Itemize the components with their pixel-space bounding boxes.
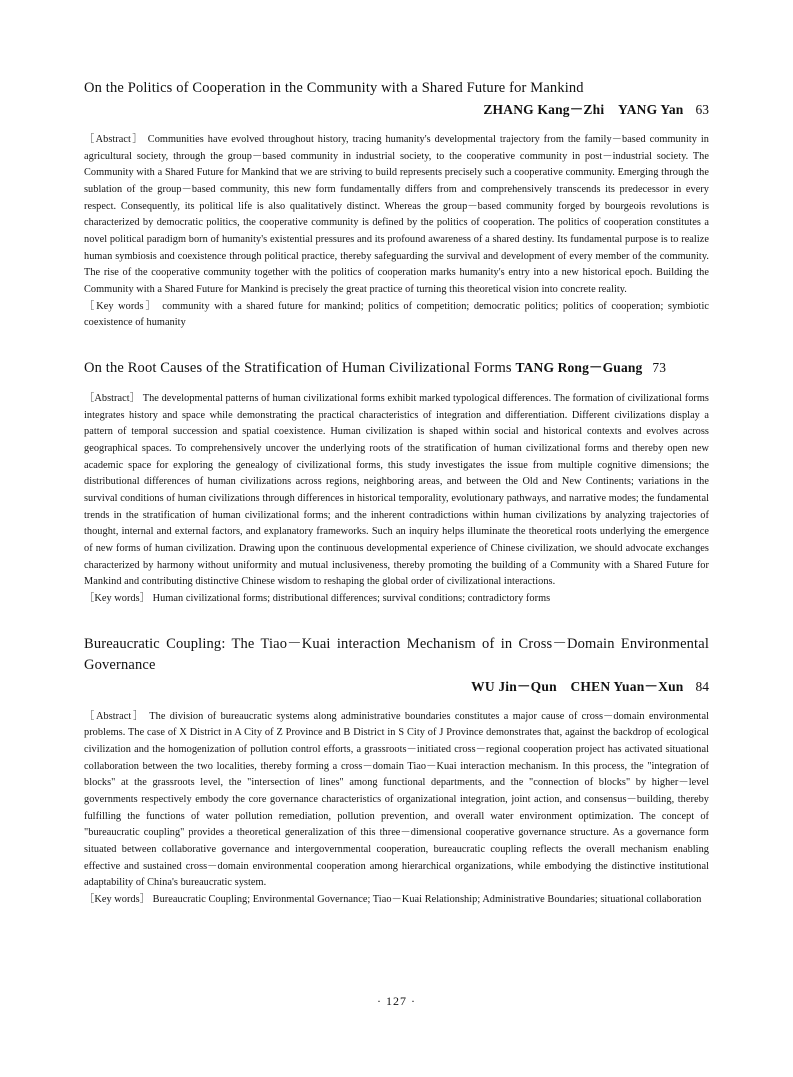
entry-author-line	[84, 101, 709, 120]
entry-abstract	[84, 709, 709, 909]
entry-title-text: On the Politics of Cooperation in the Community with a Shared Future for Mankind	[84, 80, 584, 96]
entry-keywords: ［Key words］ Bureaucratic Coupling; Environmental Governance; Tiao－Kuai Relationship; Administrative Boundaries; situational collaboration	[84, 894, 702, 906]
entry-author-line	[84, 678, 709, 697]
abstract-entry-2	[84, 358, 709, 608]
entry-page-number: 73	[652, 359, 667, 375]
entry-authors: ZHANG Kang－Zhi YANG Yan	[483, 102, 684, 118]
entry-title	[84, 634, 709, 676]
entry-keywords: ［Key words］ Human civilizational forms; distributional differences; survival conditions; contradictory forms	[84, 593, 551, 605]
abstract-entry-3	[84, 634, 709, 909]
entry-authors: TANG Rong－Guang	[515, 359, 643, 375]
entry-abstract	[84, 391, 709, 608]
entry-title	[84, 358, 709, 379]
entry-abstract	[84, 132, 709, 332]
entry-abstract-text: ［Abstract］ The developmental patterns of human civilizational forms exhibit marked typological differences. The formation of civilizational forms integrates history and space while demonstrating the practical characteristics of integration and differentiation. Different civilizations display a pattern of temporal succession and spatial coexistence. Human civilization is shaped within social and historical contexts and evolves across geographical spaces. To comprehensively uncover the underlying roots of the stratification of human civilizational forms and thereby open new academic space for exploring the genealogy of civilizational forms, this study investigates the issue from multiple cognitive dimensions; the distributional differences of human civilizations across regions, neighboring areas, and between the Old and New Continents; variations in the survival conditions of human civilizations through differences in historical temporality, evolutionary pathways, and narrative modes; the fundamental trends in the stratification of human civilizational forms; and the inherent contradictions within human civilizations by analyzing trajectories of thought, internal and external factors, and explanatory frameworks. Such an inquiry helps illuminate the theoretical roots underlying the emergence of new forms of human civilization. Drawing upon the continuous developmental experience of Chinese civilization, we should advocate exchanges characterized by harmony without uniformity and mutual inclusiveness, thereby promoting the building of a Community with a Shared Future for Mankind and contributing distinctive Chinese wisdom to reshaping the global order of civilizational interactions.	[84, 392, 709, 588]
entry-authors: WU Jin－Qun CHEN Yuan－Xun	[471, 678, 684, 694]
entry-page-number: 84	[695, 678, 709, 694]
entry-title-text: On the Root Causes of the Stratification of Human Civilizational Forms	[84, 359, 512, 376]
entry-abstract-text: ［Abstract］ The division of bureaucratic systems along administrative boundaries constitutes a major cause of cross－domain environmental problems. The case of X District in A City of Z Province and B District in S City of J Province demonstrates that, against the backdrop of ecological civilization and the homogenization of pollution control efforts, a grassroots－initiated cross－regional cooperation project has activated situational collaboration between the two localities, thereby forming a cross－domain Tiao－Kuai interaction mechanism. In this process, the "integration of blocks" at the grassroots level, the "intersection of lines" among functional departments, and the "connection of blocks" by higher－level governments respectively embody the core governance characteristics of organizational integration, joint action, and consensus－building, thereby fulfilling the functions of water pollution remediation, pollution prevention, and overall water environment optimization. The concept of "bureaucratic coupling" provides a theoretical generalization of this three－dimensional cooperative governance structure. As a governance form situated between collaborative governance and intergovernmental cooperation, bureaucratic coupling reflects the overall mechanism enabling effective and sustained cross－domain environmental cooperation among hierarchical organizations, while embodying the distinctive institutional adaptability of China's bureaucratic system.	[84, 710, 709, 889]
entry-title-text: Bureaucratic Coupling: The Tiao－Kuai interaction Mechanism of in Cross－Domain Environmental Governance	[84, 635, 709, 673]
page-folio: · 127 ·	[377, 994, 416, 1008]
abstract-entry-1	[84, 78, 709, 332]
entry-abstract-text: ［Abstract］ Communities have evolved throughout history, tracing humanity's developmental trajectory from the family－based community in agricultural society, through the group－based community in industrial society, to the cooperative community in post－industrial society. The Community with a Shared Future for Mankind that we are striving to build represents precisely such a cooperative community. Emerging through the sublation of the group－based community, this new form fundamentally differs from and comprehensively transcends its predecessor in every respect. Consequently, its political life is also qualitatively distinct. Whereas the group－based community forged by bourgeois revolutions is characterized by democratic politics, the cooperative community is defined by the politics of cooperation. The politics of cooperation constitutes a novel political paradigm born of humanity's existential pressures and its profound awareness of a shared destiny. Its fundamental purpose is to realize human symbiosis and coexistence through political practice, thereby safeguarding the survival and development of every member of the community. The rise of the cooperative community together with the politics of cooperation marks humanity's entry into a new historical epoch. Building the Community with a Shared Future for Mankind is precisely the great practice of turning this theoretical vision into concrete reality.	[84, 133, 709, 295]
entry-keywords: ［Key words］ community with a shared future for mankind; politics of competition; democratic politics; politics of cooperation; symbiotic coexistence of humanity	[84, 300, 709, 329]
entry-page-number: 63	[695, 102, 709, 118]
entry-title	[84, 78, 709, 99]
